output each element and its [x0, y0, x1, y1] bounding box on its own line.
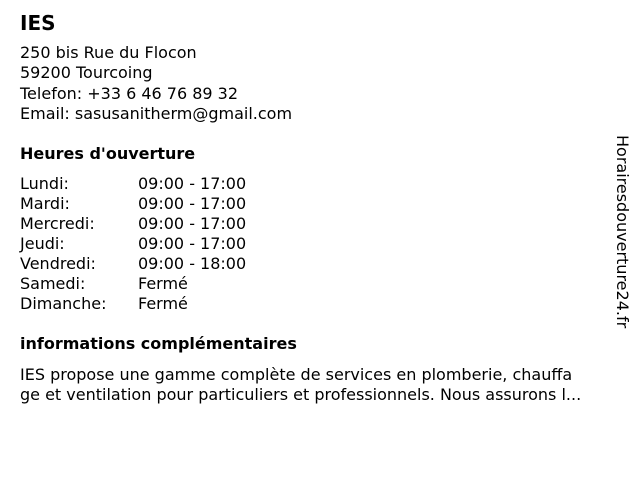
description-line: IES propose une gamme complète de services en plomberie, chauffa — [20, 365, 573, 384]
hours-row-monday — [20, 174, 246, 194]
hours-row-friday — [20, 254, 246, 274]
hours-time: 09:00 - 18:00 — [138, 254, 247, 273]
hours-day: Mercredi: — [20, 214, 95, 233]
hours-row-thursday — [20, 234, 246, 254]
hours-day: Jeudi: — [20, 234, 65, 253]
hours-day: Samedi: — [20, 274, 86, 293]
address-street: 250 bis Rue du Flocon — [20, 43, 197, 62]
opening-hours-table — [20, 174, 246, 314]
hours-time: Fermé — [138, 294, 188, 313]
hours-row-sunday — [20, 294, 246, 314]
business-description — [20, 365, 630, 405]
hours-time: 09:00 - 17:00 — [138, 174, 247, 193]
email-line: Email: sasusanitherm@gmail.com — [20, 103, 293, 123]
description-line: ge et ventilation pour particuliers et professionnels. Nous assurons l... — [20, 385, 582, 404]
business-name: IES — [20, 11, 56, 35]
hours-row-wednesday — [20, 214, 246, 234]
phone-line: Telefon: +33 6 46 76 89 32 — [20, 83, 239, 103]
hours-day: Mardi: — [20, 194, 70, 213]
site-watermark: Horairesdouverture24.fr — [613, 135, 632, 329]
hours-day: Vendredi: — [20, 254, 96, 273]
hours-time: 09:00 - 17:00 — [138, 194, 247, 213]
hours-time: Fermé — [138, 274, 188, 293]
hours-row-tuesday — [20, 194, 246, 214]
additional-info-heading: informations complémentaires — [20, 334, 297, 353]
address-block — [20, 43, 292, 124]
address-city: 59200 Tourcoing — [20, 63, 153, 83]
hours-day: Lundi: — [20, 174, 69, 193]
opening-hours-heading: Heures d'ouverture — [20, 144, 196, 163]
hours-time: 09:00 - 17:00 — [138, 234, 247, 253]
hours-row-saturday — [20, 274, 246, 294]
hours-day: Dimanche: — [20, 294, 107, 313]
hours-time: 09:00 - 17:00 — [138, 214, 247, 233]
